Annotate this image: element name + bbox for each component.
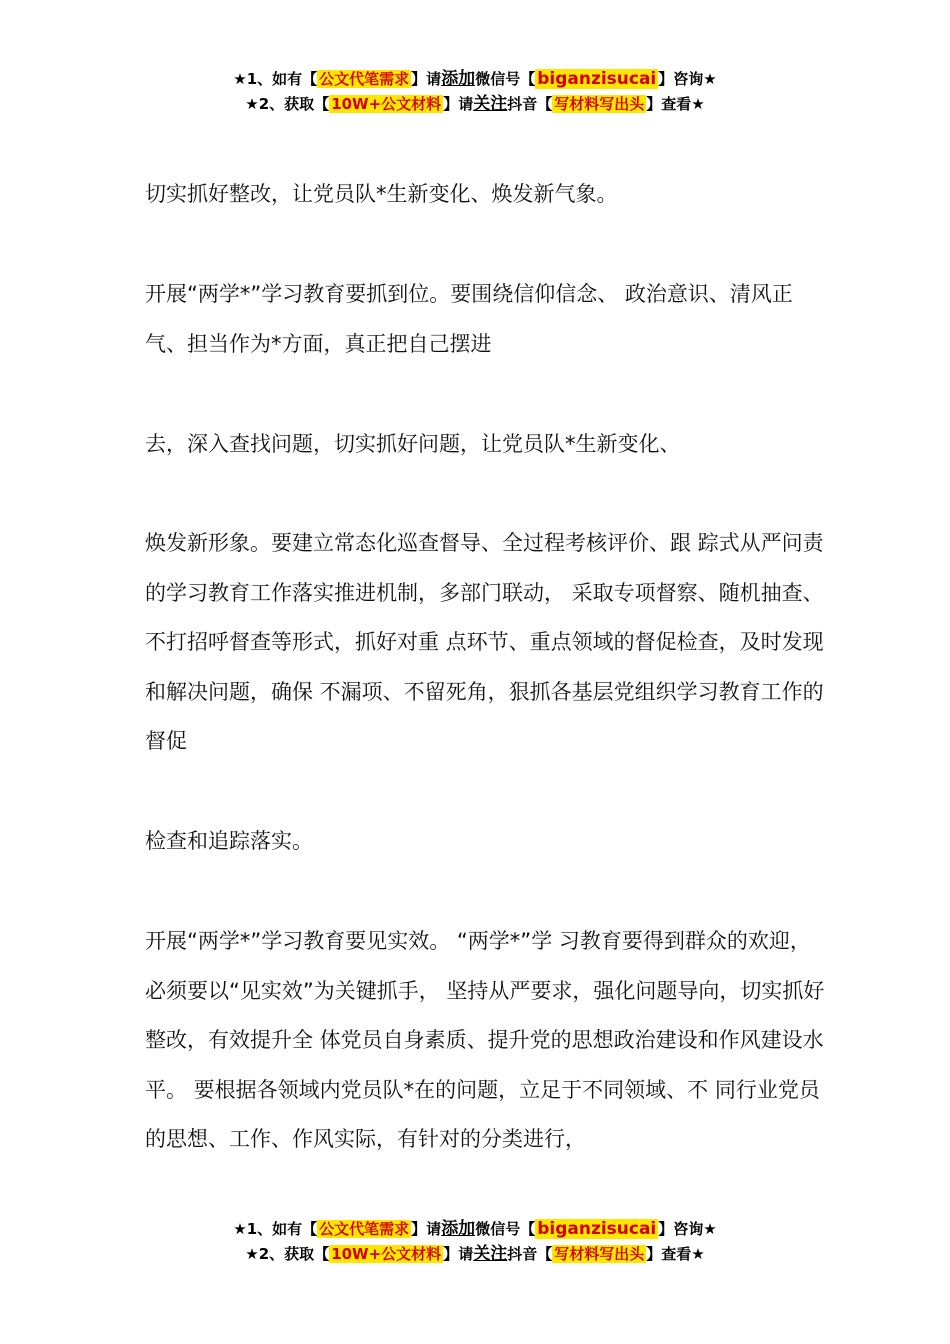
- footer-line2-mid-1: 】请: [443, 1245, 474, 1263]
- footer-banner-line-1: [0, 1217, 950, 1242]
- banner-line1-prefix: ★1、如有【: [233, 70, 318, 88]
- banner-line1-end: 】咨询★: [658, 70, 717, 88]
- banner-line1-highlight-2: biganzisucai: [537, 69, 657, 89]
- footer-line1-mid-1: 】请: [411, 1220, 442, 1238]
- banner-line2-end: 】查看★: [646, 95, 705, 113]
- footer-line2-highlight-1: 10W+公文材料: [331, 1245, 442, 1263]
- banner-line2-mid-1: 】请: [443, 95, 474, 113]
- banner-line1-mid-1: 】请: [411, 70, 442, 88]
- banner-line1-mid-2: 微信号【: [475, 70, 536, 88]
- paragraph-2: 开展“两学*”学习教育要抓到位。要围绕信仰信念、 政治意识、清风正气、担当作为*方面，真正把自己摆进: [145, 282, 793, 356]
- footer-line2-highlight-2: 写材料写出头: [554, 1245, 645, 1263]
- header-banner: [0, 67, 950, 117]
- footer-line2-mid-2: 抖音【: [507, 1245, 553, 1263]
- footer-line2-emphasis: 关注: [473, 1244, 508, 1264]
- banner-line2-highlight-2: 写材料写出头: [554, 95, 645, 113]
- footer-line1-mid-2: 微信号【: [475, 1220, 536, 1238]
- footer-line1-emphasis: 添加: [441, 1219, 476, 1239]
- paragraph-3: 去，深入查找问题，切实抓好问题，让党员队*生新变化、: [145, 432, 681, 456]
- banner-line2-emphasis: 关注: [473, 94, 508, 114]
- banner-line1-highlight-1: 公文代笔需求: [319, 70, 410, 88]
- footer-banner: [0, 1217, 950, 1267]
- footer-line2-end: 】查看★: [646, 1245, 705, 1263]
- banner-line2-mid-2: 抖音【: [507, 95, 553, 113]
- footer-line1-prefix: ★1、如有【: [233, 1220, 318, 1238]
- banner-line2-highlight-1: 10W+公文材料: [331, 95, 442, 113]
- paragraph-6: 开展“两学*”学习教育要见实效。 “两学*”学 习教育要得到群众的欢迎，必须要以“见实效”为关键抓手， 坚持从严要求，强化问题导向，切实抓好整改，有效提升全 体党员自身素质、提升党的思想政治建设和作风建设水平。 要根据各领域内党员队*在的问题，立足于不同领域、不 同行业党员的思想、工作、作风实际，有针对的分类进行，: [145, 929, 825, 1151]
- footer-line2-prefix: ★2、获取【: [245, 1245, 330, 1263]
- paragraph-1: 切实抓好整改，让党员队*生新变化、焕发新气象。: [145, 182, 618, 206]
- banner-line1-emphasis: 添加: [441, 69, 476, 89]
- footer-line1-highlight-1: 公文代笔需求: [319, 1220, 410, 1238]
- banner-line-1: [0, 67, 950, 92]
- footer-banner-line-2: [0, 1242, 950, 1267]
- footer-line1-end: 】咨询★: [658, 1220, 717, 1238]
- banner-line2-prefix: ★2、获取【: [245, 95, 330, 113]
- paragraph-5: 检查和追踪落实。: [145, 829, 313, 853]
- footer-line1-highlight-2: biganzisucai: [537, 1219, 657, 1239]
- paragraph-4: 焕发新形象。要建立常态化巡查督导、全过程考核评价、跟 踪式从严问责的学习教育工作落实推进机制，多部门联动， 采取专项督察、随机抽查、不打招呼督查等形式，抓好对重 点环节、重点领域的督促检查，及时发现和解决问题，确保 不漏项、不留死角，狠抓各基层党组织学习教育工作的督促: [145, 531, 824, 753]
- banner-line-2: [0, 92, 950, 117]
